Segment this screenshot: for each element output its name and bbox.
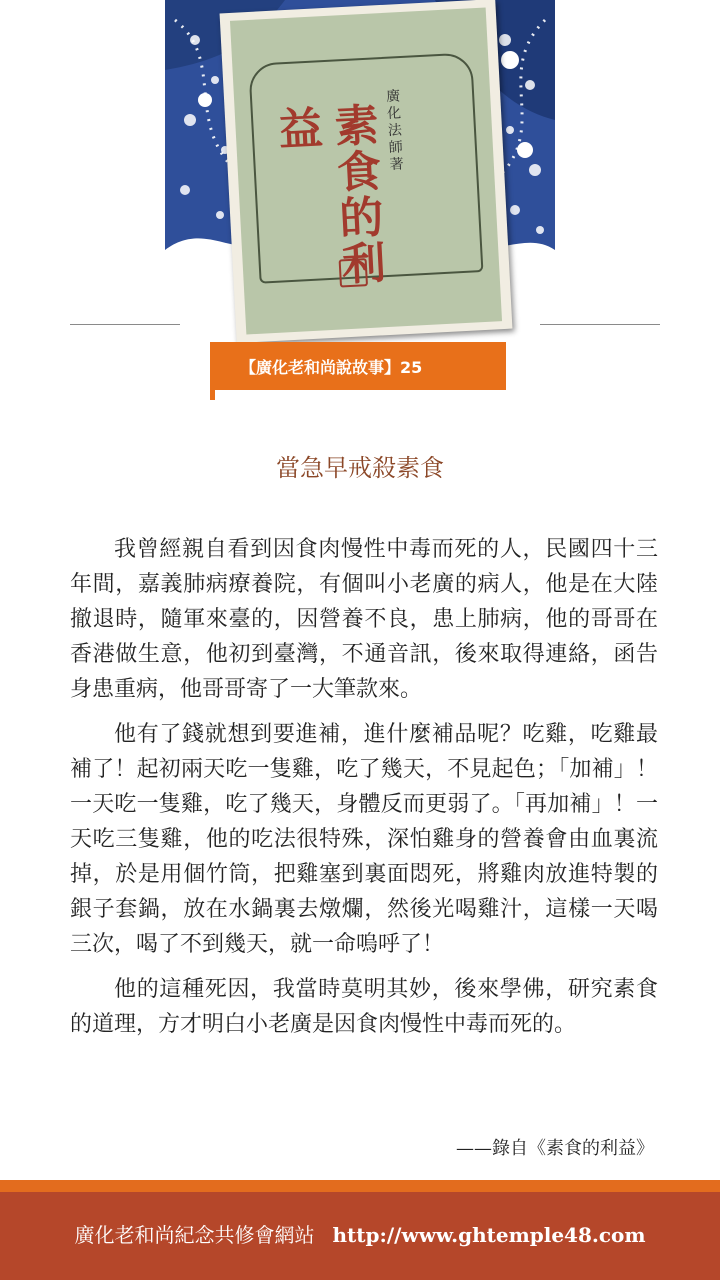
footer-url-link[interactable]: http://www.ghtemple48.com <box>332 1223 646 1247</box>
article-body <box>70 532 658 1052</box>
book-author: 廣化法師著 <box>383 88 405 174</box>
paragraph-1: 我曾經親自看到因食肉慢性中毒而死的人，民國四十三年間，嘉義肺病療養院，有個叫小老廣的病人，他是在大陸撤退時，隨軍來臺的，因營養不良，患上肺病，他的哥哥在香港做生意，他初到臺灣，不通音訊，後來取得連絡，函告身患重病，他哥哥寄了一大筆款來。 <box>70 537 658 702</box>
series-label: 【廣化老和尚說故事】25 <box>240 358 423 377</box>
footer-stripe <box>0 1180 720 1192</box>
book-title: 素食的利益 <box>269 101 386 288</box>
left-divider <box>70 324 180 325</box>
footer-text <box>0 1219 720 1248</box>
book-cover-panel <box>230 8 502 335</box>
seal-stamp-icon <box>339 258 368 287</box>
source-citation: ——錄自《素食的利益》 <box>456 1138 654 1159</box>
book-cover-image <box>220 0 513 343</box>
right-divider <box>540 324 660 325</box>
footer-site-name: 廣化老和尚紀念共修會網站 <box>74 1223 315 1247</box>
article-heading: 當急早戒殺素食 <box>276 454 444 482</box>
paragraph-2: 他有了錢就想到要進補，進什麼補品呢？吃雞，吃雞最補了！起初兩天吃一隻雞，吃了幾天，不見起色；「加補」！一天吃一隻雞，吃了幾天，身體反而更弱了。「再加補」！一天吃三隻雞，他的吃法很特殊，深怕雞身的營養會由血裏流掉，於是用個竹筒，把雞塞到裏面悶死，將雞肉放進特製的銀子套鍋，放在水鍋裏去燉爛，然後光喝雞汁，這樣一天喝三次，喝了不到幾天，就一命嗚呼了！ <box>70 722 658 957</box>
paragraph-3: 他的這種死因，我當時莫明其妙，後來學佛，研究素食的道理，方才明白小老廣是因食肉慢性中毒而死的。 <box>70 977 658 1037</box>
